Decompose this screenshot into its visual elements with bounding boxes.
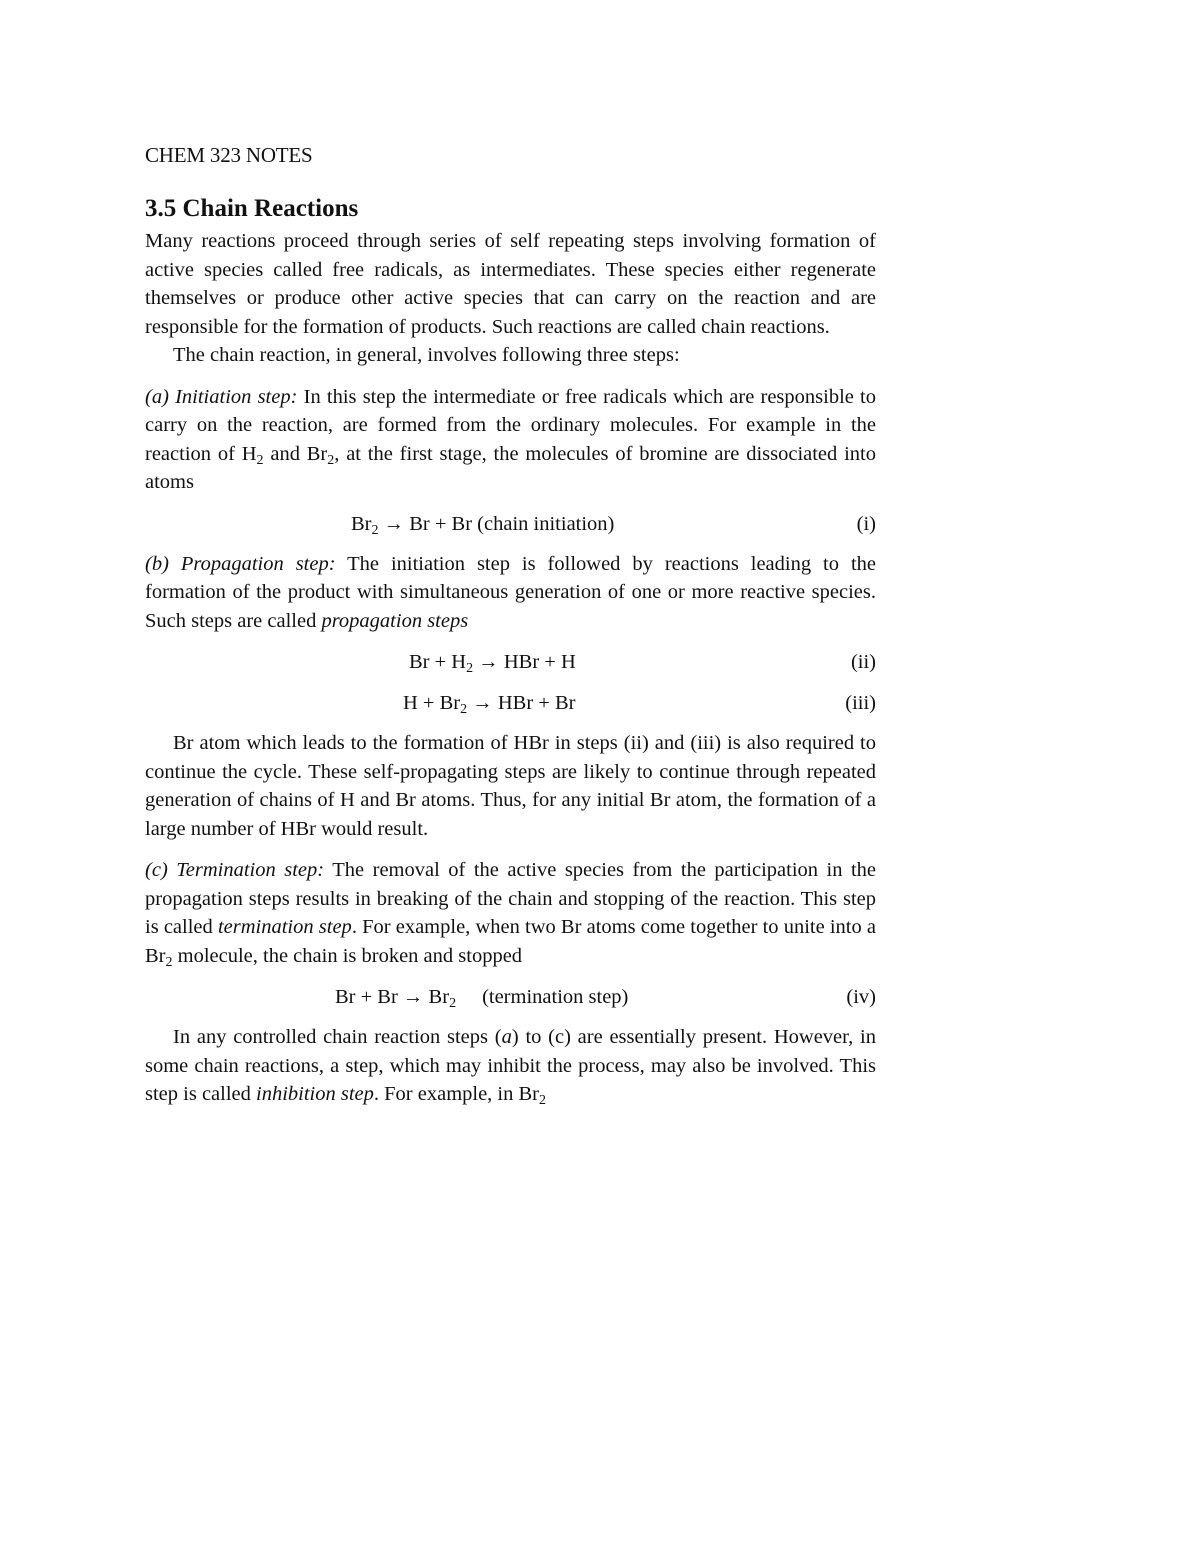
closing-letter-a: a: [501, 1026, 512, 1048]
closing-text-2: ) to (c) are essentially present. However, in some chain reactions, a step, which may inhibit the process, may also be involved. This step is called: [145, 1026, 876, 1105]
equation-ii-formula: $Br + H_2$ → HBr + H: [409, 651, 576, 676]
page-header: CHEM 323 NOTES: [145, 143, 313, 167]
inhibition-term: inhibition step: [256, 1083, 374, 1105]
equation-iii-formula: $H + Br_2$ → HBr + Br: [403, 692, 576, 717]
initiation-text-3: , at the first stage, the molecules of bromine are dissociated into atoms: [145, 442, 876, 493]
equation-i-tag: (i): [856, 512, 876, 535]
equation-iv-tag: (iv): [846, 986, 876, 1008]
subscript: 2: [466, 661, 474, 676]
equation-iii-tag: (iii): [845, 692, 876, 714]
subscript: 2: [449, 996, 457, 1011]
subscript: 2: [327, 452, 335, 468]
equation-iv-formula: $Br + Br \to Br_2$ (termination step): [335, 986, 629, 1011]
propagation-term: propagation steps: [321, 609, 469, 632]
propagation-letter: b: [151, 552, 163, 575]
propagation-note: Br atom which leads to the formation of HBr in steps (ii) and (iii) is also required to continue the cycle. These self-propagating steps are likely to continue through repeated generation of chains of H and Br atoms. Thus, for any initial Br atom, the formation of a large number of HBr would result.: [145, 732, 876, 840]
termination-text-3: molecule, the chain is broken and stopped: [177, 944, 523, 967]
equation-ii-tag: (ii): [850, 651, 876, 673]
initiation-text-1: In this step the intermediate or free radicals which are responsible to carry on the reaction, are formed from the ordinary molecules. For example in the reaction of H: [145, 385, 876, 465]
section-number: 3.5: [145, 195, 177, 222]
termination-term: termination step: [217, 916, 352, 938]
subscript: 2: [371, 522, 379, 538]
equation-i-formula: $Br_2 \to Br + Br$ (chain initiation): [351, 512, 615, 538]
initiation-letter: a: [151, 385, 163, 408]
closing-text-1: In any controlled chain reaction steps (: [173, 1026, 502, 1048]
section-title: [145, 195, 358, 223]
initiation-text-2: and Br: [270, 442, 328, 465]
intro-paragraph: Many reactions proceed through series of self repeating steps involving formation of active species called free radicals, as intermediates. These species either regenerate themselves or produce other active species that can carry on the reaction and are responsible for the formation of products. Such reactions are called chain reactions.: [145, 230, 876, 338]
equation-iii: [145, 689, 876, 717]
closing-paragraph: [145, 1023, 876, 1109]
equation-ii: [145, 648, 876, 676]
initiation-paragraph: (a) Initiation step: In this step the intermediate or free radicals which are responsible to carry on the reaction, are formed from the ordinary molecules. For example in the reaction of $H_2$ and $Br_2$, at the first stage, the molecules of bromine are dissociated into atoms: [145, 385, 876, 493]
section-title-text: Chain Reactions: [182, 195, 359, 222]
subscript: 2: [460, 702, 468, 717]
propagation-text: The initiation step is followed by reactions leading to the formation of the product with simultaneous generation of one or more reactive species. Such steps are called: [145, 552, 876, 632]
termination-letter: c: [151, 859, 161, 881]
initiation-label: Initiation step:: [175, 385, 298, 408]
document-body: [145, 227, 876, 1109]
subscript: 2: [256, 452, 264, 468]
subscript: 2: [539, 1093, 547, 1108]
equation-iv: [145, 983, 876, 1011]
propagation-paragraph: (b) Propagation step: The initiation step is followed by reactions leading to the formation of the product with simultaneous generation of one or more reactive species. Such steps are called propagation steps: [145, 552, 876, 632]
termination-text-1: The removal of the active species from the participation in the propagation steps results in breaking of the chain and stopping of the reaction. This step is called: [145, 859, 877, 938]
propagation-label: Propagation step:: [180, 552, 336, 575]
equation-i: [145, 510, 876, 538]
termination-label: Termination step:: [176, 859, 325, 881]
termination-paragraph: (c) Termination step: The removal of the active species from the participation in the propagation steps results in breaking of the chain and stopping of the reaction. This step is called termination step. For example, when two Br atoms come together to unite into a $Br_2$ molecule, the chain is broken and stopped: [145, 859, 877, 970]
subscript: 2: [165, 954, 173, 970]
closing-text-3: . For example, in Br: [373, 1083, 540, 1105]
termination-text-2: . For example, when two Br atoms come together to unite into a Br: [145, 916, 877, 967]
steps-intro: The chain reaction, in general, involves following three steps:: [173, 344, 680, 366]
